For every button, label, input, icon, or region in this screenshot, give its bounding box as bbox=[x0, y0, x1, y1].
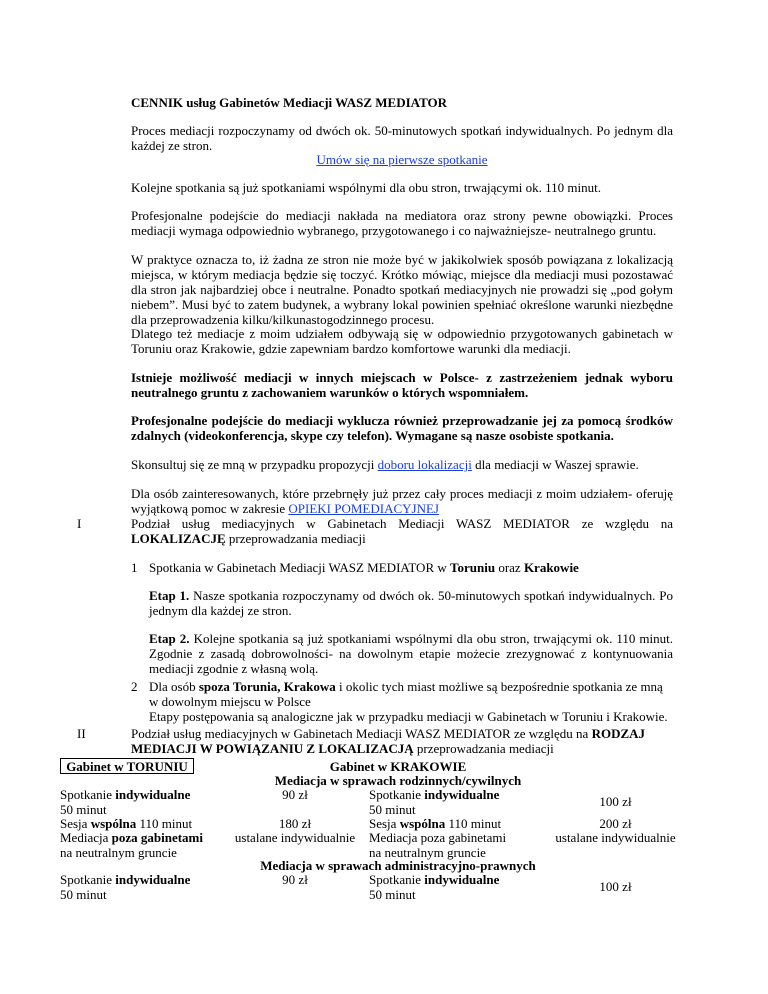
post-mediation-care-link[interactable]: OPIEKI POMEDIACYJNEJ bbox=[288, 501, 439, 516]
krakow-outside-line1: Mediacja poza gabinetami bbox=[369, 830, 507, 845]
page-title: CENNIK usług Gabinetów Mediacji WASZ MEDIATOR bbox=[131, 95, 448, 110]
krakow-header bbox=[228, 759, 568, 774]
torun-individual-duration: 50 minut bbox=[60, 802, 107, 817]
paragraph-neutral-ground: W praktyce oznacza to, iż żadna ze stron nie może być w jakikolwiek sposób powiązana z lokalizacją miejsca, w którym mediacja będzie się toczyć. Krótko mówiąc, miejsce dla mediacji musi pozostawać dla stron jak najbardziej obce i neutralne. Ponadto spotkań mediacyjnych nie prowadzi się „pod gołym niebem”. Musi być to zatem budynek, a wybrany lokal powinien spełniać określone warunki niezbędne dla przeprowadzenia kilku/kilkunastogodzinnego procesu. bbox=[131, 252, 673, 327]
krakow-individual-admin-bold: indywidualne bbox=[424, 872, 500, 887]
paragraph-post-mediation bbox=[131, 486, 673, 516]
stage-1-text: Nasze spotkania rozpoczynamy od dwóch ok. 50-minutowych spotkań indywidualnych. Po jednym dla każdej ze stron. bbox=[149, 588, 673, 618]
item-1-torun: Toruniu bbox=[450, 560, 496, 575]
krakow-outside-line2: na neutralnym gruncie bbox=[369, 845, 486, 860]
krakow-outside-price: ustalane indywidualnie bbox=[555, 830, 676, 845]
group-family-civil: Mediacja w sprawach rodzinnych/cywilnych bbox=[274, 773, 522, 788]
item-1-pre: Spotkania w Gabinetach Mediacji WASZ MEDIATOR w bbox=[149, 560, 450, 575]
torun-joint-post: 110 minut bbox=[136, 816, 193, 831]
torun-individual-admin-duration: 50 minut bbox=[60, 887, 107, 902]
krakow-joint-price: 200 zł bbox=[599, 816, 632, 831]
consult-text-pre: Skonsultuj się ze mną w przypadku propozycji bbox=[131, 457, 378, 472]
paragraph-other-places: Istnieje możliwość mediacji w innych miejscach w Polsce- z zastrzeżeniem jednak wyboru neutralnego gruntu z zachowaniem warunków o których wspomniałem. bbox=[131, 370, 673, 400]
torun-individual bbox=[60, 787, 225, 817]
krakow-joint-post: 110 minut bbox=[445, 816, 502, 831]
group-administrative: Mediacja w sprawach administracyjno-prawnych bbox=[260, 858, 536, 873]
item-2-pre: Dla osób bbox=[149, 679, 199, 694]
paragraph-professional-approach: Profesjonalne podejście do mediacji nakłada na mediatora oraz strony pewne obowiązki. Proces mediacji wymaga odpowiednio wybranego, przygotowanego i co najważniejsze- neutralnego gruntu. bbox=[131, 208, 673, 238]
torun-individual-admin-pre: Spotkanie bbox=[60, 872, 116, 887]
consult-text-post: dla mediacji w Waszej sprawie. bbox=[471, 457, 639, 472]
krakow-individual bbox=[369, 787, 534, 817]
torun-individual-pre: Spotkanie bbox=[60, 787, 116, 802]
section-2-pre: Podział usług mediacyjnych w Gabinetach Mediacji WASZ MEDIATOR ze względu na bbox=[131, 726, 592, 741]
section-2-bold: RODZAJ MEDIACJI W POWIĄZANIU Z LOKALIZACJĄ bbox=[131, 726, 646, 756]
torun-joint-pre: Sesja bbox=[60, 816, 91, 831]
section-2-post: przeprowadzania mediacji bbox=[413, 741, 554, 756]
krakow-individual-admin-price: 100 zł bbox=[599, 879, 632, 894]
stage-2 bbox=[149, 631, 673, 676]
torun-individual-bold: indywidualne bbox=[115, 787, 191, 802]
torun-outside-price: ustalane indywidualnie bbox=[234, 830, 356, 845]
torun-outside-bold: poza gabinetami bbox=[111, 830, 203, 845]
schedule-meeting-link[interactable]: Umów się na pierwsze spotkanie bbox=[316, 152, 488, 167]
item-1-krakow: Krakowie bbox=[523, 560, 579, 575]
meeting-link-row bbox=[131, 152, 673, 167]
item-1-text bbox=[149, 560, 673, 575]
stage-1 bbox=[149, 588, 673, 618]
krakow-joint-bold: wspólna bbox=[399, 816, 446, 831]
item-2-line2: Etapy postępowania są analogiczne jak w przypadku mediacji w Gabinetach w Toruniu i Krakowie. bbox=[149, 709, 668, 724]
torun-individual-admin-bold: indywidualne bbox=[115, 872, 191, 887]
krakow-individual-pre: Spotkanie bbox=[369, 787, 425, 802]
krakow-individual-price: 100 zł bbox=[599, 794, 632, 809]
stage-2-label: Etap 2. bbox=[149, 631, 190, 646]
torun-outside-line2: na neutralnym gruncie bbox=[60, 845, 177, 860]
section-1-heading bbox=[131, 516, 673, 546]
krakow-individual-admin-duration: 50 minut bbox=[369, 887, 416, 902]
krakow-outside bbox=[369, 830, 534, 860]
paragraph-no-remote: Profesjonalne podejście do mediacji wyklucza również przeprowadzanie jej za pomocą środków zdalnych (videokonferencja, skype czy telefon). Wymagane są nasze osobiste spotkania. bbox=[131, 413, 673, 443]
item-2-number: 2 bbox=[131, 679, 138, 694]
krakow-individual-duration: 50 minut bbox=[369, 802, 416, 817]
section-2-number: II bbox=[77, 726, 86, 741]
stage-1-label: Etap 1. bbox=[149, 588, 190, 603]
item-2-post: i okolic tych miast możliwe są bezpośrednie spotkania ze mną w dowolnym miejscu w Polsce bbox=[149, 679, 663, 709]
stage-2-text: Kolejne spotkania są już spotkaniami wspólnymi dla obu stron, trwającymi ok. 110 minut. Zgodnie z zasadą dobrowolności- na dowolnym etapie możecie zrezygnować z kontynuowania mediacji zgodnie z własną wolą. bbox=[149, 631, 673, 676]
torun-individual-admin bbox=[60, 872, 225, 902]
krakow-individual-bold: indywidualne bbox=[424, 787, 500, 802]
torun-joint-price: 180 zł bbox=[278, 816, 312, 831]
krakow-individual-admin-pre: Spotkanie bbox=[369, 872, 425, 887]
item-1-number: 1 bbox=[131, 560, 138, 575]
post-mediation-text: Dla osób zainteresowanych, które przebrnęły już przez cały proces mediacji z moim udziałem- oferuję wyjątkową pomoc w zakresie bbox=[131, 486, 673, 516]
torun-header-label: Gabinet w TORUNIU bbox=[66, 759, 188, 774]
torun-individual-admin-price: 90 zł bbox=[282, 872, 308, 887]
paragraph-consult bbox=[131, 457, 673, 472]
krakow-header-label: Gabinet w KRAKOWIE bbox=[329, 759, 467, 774]
krakow-joint bbox=[369, 816, 534, 831]
torun-outside bbox=[60, 830, 225, 860]
torun-outside-pre: Mediacja bbox=[60, 830, 112, 845]
location-choice-link[interactable]: doboru lokalizacji bbox=[377, 457, 472, 472]
section-1-text: Podział usług mediacyjnych w Gabinetach Mediacji WASZ MEDIATOR ze względu na bbox=[131, 516, 673, 531]
section-1-post: przeprowadzania mediacji bbox=[225, 531, 366, 546]
item-1-mid: oraz bbox=[495, 560, 524, 575]
paragraph-intro: Proces mediacji rozpoczynamy od dwóch ok. 50-minutowych spotkań indywidualnych. Po jednym dla każdej ze stron. bbox=[131, 123, 673, 153]
paragraph-joint-sessions: Kolejne spotkania są już spotkaniami wspólnymi dla obu stron, trwającymi ok. 110 minut. bbox=[131, 180, 601, 195]
krakow-joint-pre: Sesja bbox=[369, 816, 400, 831]
section-2-heading bbox=[131, 726, 673, 756]
torun-header bbox=[60, 759, 194, 774]
section-1-bold: LOKALIZACJĘ bbox=[131, 531, 226, 546]
krakow-individual-admin bbox=[369, 872, 534, 902]
section-1-number: I bbox=[77, 516, 82, 531]
item-2-bold: spoza Torunia, Krakowa bbox=[198, 679, 336, 694]
torun-individual-price: 90 zł bbox=[282, 787, 308, 802]
paragraph-offices: Dlatego też mediacje z moim udziałem odbywają się w odpowiednio przygotowanych gabinetach w Toruniu oraz Krakowie, gdzie zapewniam bardzo komfortowe warunki dla mediacji. bbox=[131, 326, 673, 356]
item-2-text bbox=[149, 679, 673, 724]
torun-joint bbox=[60, 816, 225, 831]
torun-joint-bold: wspólna bbox=[90, 816, 137, 831]
